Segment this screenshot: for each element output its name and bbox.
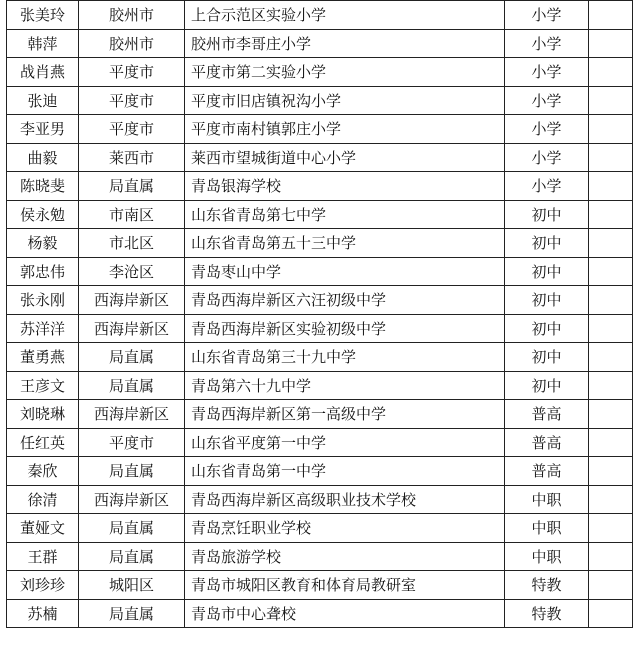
- school-level-cell: 初中: [505, 343, 589, 372]
- teacher-name-cell: 苏楠: [7, 599, 79, 628]
- empty-cell: [589, 400, 633, 429]
- teacher-name-cell: 杨毅: [7, 229, 79, 258]
- school-level-cell: 小学: [505, 58, 589, 87]
- district-cell: 西海岸新区: [79, 314, 185, 343]
- empty-cell: [589, 371, 633, 400]
- table-row: [7, 599, 633, 628]
- teacher-name-cell: 战肖燕: [7, 58, 79, 87]
- table-row: [7, 172, 633, 201]
- school-cell: 青岛西海岸新区第一高级中学: [185, 400, 505, 429]
- teacher-name-cell: 徐清: [7, 485, 79, 514]
- teacher-name-cell: 侯永勉: [7, 200, 79, 229]
- empty-cell: [589, 343, 633, 372]
- table-row: [7, 428, 633, 457]
- district-cell: 市北区: [79, 229, 185, 258]
- district-cell: 城阳区: [79, 571, 185, 600]
- school-level-cell: 普高: [505, 428, 589, 457]
- empty-cell: [589, 514, 633, 543]
- empty-cell: [589, 29, 633, 58]
- school-level-cell: 普高: [505, 457, 589, 486]
- school-cell: 胶州市李哥庄小学: [185, 29, 505, 58]
- school-cell: 上合示范区实验小学: [185, 1, 505, 30]
- empty-cell: [589, 314, 633, 343]
- teacher-name-cell: 王群: [7, 542, 79, 571]
- empty-cell: [589, 599, 633, 628]
- empty-cell: [589, 571, 633, 600]
- table-row: [7, 143, 633, 172]
- teacher-name-cell: 韩萍: [7, 29, 79, 58]
- table-row: [7, 343, 633, 372]
- table-row: [7, 571, 633, 600]
- district-cell: 局直属: [79, 542, 185, 571]
- table-row: [7, 229, 633, 258]
- school-cell: 平度市第二实验小学: [185, 58, 505, 87]
- table-row: [7, 314, 633, 343]
- empty-cell: [589, 257, 633, 286]
- school-cell: 青岛西海岸新区实验初级中学: [185, 314, 505, 343]
- school-cell: 山东省青岛第一中学: [185, 457, 505, 486]
- school-cell: 青岛市中心聋校: [185, 599, 505, 628]
- teacher-name-cell: 张迪: [7, 86, 79, 115]
- table-row: [7, 286, 633, 315]
- district-cell: 局直属: [79, 599, 185, 628]
- school-level-cell: 中职: [505, 514, 589, 543]
- district-cell: 西海岸新区: [79, 485, 185, 514]
- empty-cell: [589, 1, 633, 30]
- teacher-name-cell: 苏洋洋: [7, 314, 79, 343]
- empty-cell: [589, 542, 633, 571]
- district-cell: 局直属: [79, 514, 185, 543]
- district-cell: 李沧区: [79, 257, 185, 286]
- table-row: [7, 485, 633, 514]
- teacher-name-cell: 董勇燕: [7, 343, 79, 372]
- school-level-cell: 初中: [505, 257, 589, 286]
- school-cell: 山东省青岛第七中学: [185, 200, 505, 229]
- empty-cell: [589, 86, 633, 115]
- school-level-cell: 小学: [505, 29, 589, 58]
- school-level-cell: 特教: [505, 571, 589, 600]
- table-row: [7, 29, 633, 58]
- teacher-name-cell: 任红英: [7, 428, 79, 457]
- district-cell: 局直属: [79, 371, 185, 400]
- school-cell: 青岛枣山中学: [185, 257, 505, 286]
- school-cell: 平度市旧店镇祝沟小学: [185, 86, 505, 115]
- table-row: [7, 200, 633, 229]
- school-cell: 青岛西海岸新区高级职业技术学校: [185, 485, 505, 514]
- roster-body: [7, 1, 633, 628]
- roster-table: [6, 0, 633, 628]
- school-cell: 山东省平度第一中学: [185, 428, 505, 457]
- school-cell: 山东省青岛第五十三中学: [185, 229, 505, 258]
- district-cell: 平度市: [79, 58, 185, 87]
- teacher-name-cell: 秦欣: [7, 457, 79, 486]
- teacher-name-cell: 张永刚: [7, 286, 79, 315]
- teacher-name-cell: 董娅文: [7, 514, 79, 543]
- school-cell: 平度市南村镇郭庄小学: [185, 115, 505, 144]
- school-cell: 青岛银海学校: [185, 172, 505, 201]
- district-cell: 局直属: [79, 172, 185, 201]
- empty-cell: [589, 200, 633, 229]
- school-cell: 青岛市城阳区教育和体育局教研室: [185, 571, 505, 600]
- teacher-name-cell: 郭忠伟: [7, 257, 79, 286]
- empty-cell: [589, 286, 633, 315]
- school-level-cell: 小学: [505, 172, 589, 201]
- table-row: [7, 457, 633, 486]
- teacher-name-cell: 张美玲: [7, 1, 79, 30]
- empty-cell: [589, 457, 633, 486]
- school-cell: 青岛西海岸新区六汪初级中学: [185, 286, 505, 315]
- district-cell: 西海岸新区: [79, 400, 185, 429]
- table-row: [7, 58, 633, 87]
- empty-cell: [589, 115, 633, 144]
- empty-cell: [589, 428, 633, 457]
- teacher-name-cell: 曲毅: [7, 143, 79, 172]
- district-cell: 平度市: [79, 86, 185, 115]
- school-level-cell: 初中: [505, 200, 589, 229]
- table-row: [7, 542, 633, 571]
- table-row: [7, 1, 633, 30]
- empty-cell: [589, 58, 633, 87]
- teacher-name-cell: 陈晓斐: [7, 172, 79, 201]
- district-cell: 平度市: [79, 428, 185, 457]
- school-level-cell: 小学: [505, 115, 589, 144]
- district-cell: 莱西市: [79, 143, 185, 172]
- district-cell: 局直属: [79, 343, 185, 372]
- district-cell: 胶州市: [79, 1, 185, 30]
- table-row: [7, 371, 633, 400]
- school-level-cell: 初中: [505, 314, 589, 343]
- district-cell: 平度市: [79, 115, 185, 144]
- teacher-name-cell: 李亚男: [7, 115, 79, 144]
- empty-cell: [589, 143, 633, 172]
- teacher-name-cell: 刘珍珍: [7, 571, 79, 600]
- school-level-cell: 普高: [505, 400, 589, 429]
- school-level-cell: 初中: [505, 229, 589, 258]
- school-cell: 莱西市望城街道中心小学: [185, 143, 505, 172]
- school-cell: 山东省青岛第三十九中学: [185, 343, 505, 372]
- school-level-cell: 中职: [505, 485, 589, 514]
- table-row: [7, 400, 633, 429]
- school-level-cell: 特教: [505, 599, 589, 628]
- district-cell: 西海岸新区: [79, 286, 185, 315]
- teacher-name-cell: 刘晓琳: [7, 400, 79, 429]
- school-level-cell: 小学: [505, 1, 589, 30]
- table-row: [7, 257, 633, 286]
- school-level-cell: 初中: [505, 286, 589, 315]
- district-cell: 市南区: [79, 200, 185, 229]
- table-row: [7, 86, 633, 115]
- school-cell: 青岛旅游学校: [185, 542, 505, 571]
- school-level-cell: 中职: [505, 542, 589, 571]
- empty-cell: [589, 485, 633, 514]
- table-row: [7, 115, 633, 144]
- table-row: [7, 514, 633, 543]
- empty-cell: [589, 229, 633, 258]
- school-cell: 青岛第六十九中学: [185, 371, 505, 400]
- school-level-cell: 初中: [505, 371, 589, 400]
- school-level-cell: 小学: [505, 86, 589, 115]
- teacher-name-cell: 王彦文: [7, 371, 79, 400]
- school-level-cell: 小学: [505, 143, 589, 172]
- empty-cell: [589, 172, 633, 201]
- district-cell: 胶州市: [79, 29, 185, 58]
- district-cell: 局直属: [79, 457, 185, 486]
- school-cell: 青岛烹饪职业学校: [185, 514, 505, 543]
